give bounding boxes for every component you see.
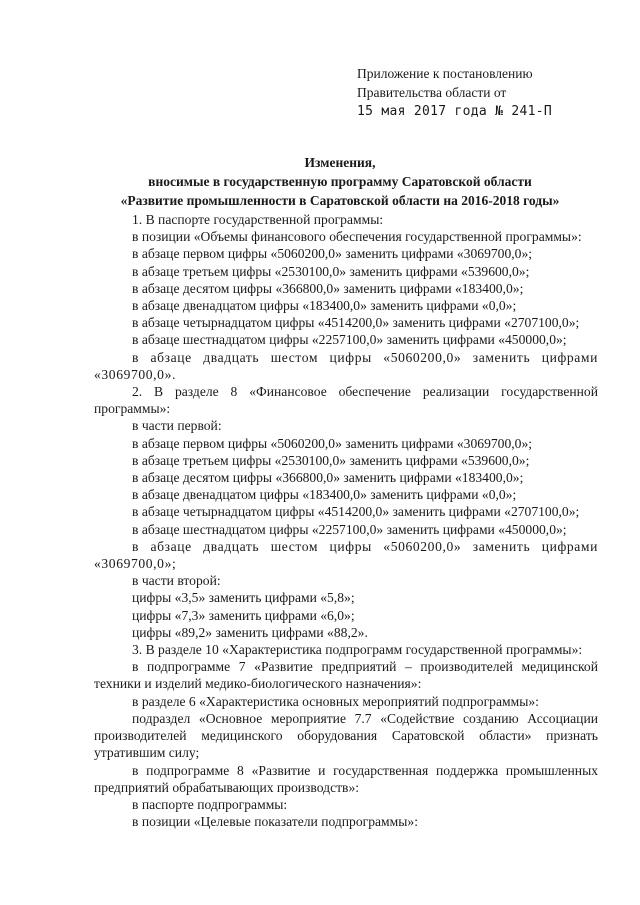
approval-stamp: [357, 64, 617, 121]
paragraph: в абзаце десятом цифры «366800,0» заменить цифрами «183400,0»;: [132, 280, 524, 296]
paragraph: в абзаце двенадцатом цифры «183400,0» заменить цифрами «0,0»;: [132, 298, 517, 314]
paragraph: подраздел «Основное мероприятие 7.7 «Содействие созданию Ассоциации производителей медицинского оборудования Саратовской области» признать утратившим силу;: [94, 710, 598, 761]
paragraph: в разделе 6 «Характеристика основных мероприятий подпрограммы»:: [132, 693, 539, 709]
paragraph: в абзаце третьем цифры «2530100,0» заменить цифрами «539600,0»;: [132, 452, 530, 468]
paragraph: в абзаце десятом цифры «366800,0» заменить цифрами «183400,0»;: [132, 470, 524, 486]
paragraph: в абзаце первом цифры «5060200,0» заменить цифрами «3069700,0»;: [132, 246, 533, 262]
paragraph: в абзаце третьем цифры «2530100,0» заменить цифрами «539600,0»;: [132, 263, 530, 279]
paragraph: в абзаце шестнадцатом цифры «2257100,0» заменить цифрами «450000,0»;: [132, 521, 567, 537]
paragraph: в позиции «Целевые показатели подпрограммы»:: [132, 814, 418, 830]
paragraph: в позиции «Объемы финансового обеспечения государственной программы»:: [132, 229, 582, 245]
document-title: [60, 153, 620, 210]
title-line-3: «Развитие промышленности в Саратовской области на 2016-2018 годы»: [120, 193, 560, 208]
paragraph: в подпрограмме 7 «Развитие предприятий – производителей медицинской техники и изделий медико-биологического назначения»:: [94, 659, 598, 692]
paragraph: в части первой:: [132, 418, 222, 434]
paragraph: в абзаце двадцать шестом цифры «5060200,0» заменить цифрами «3069700,0».: [94, 349, 598, 382]
paragraph: в абзаце четырнадцатом цифры «4514200,0» заменить цифрами «2707100,0»;: [132, 504, 580, 520]
paragraph: 3. В разделе 10 «Характеристика подпрограмм государственной программы»:: [132, 642, 583, 658]
paragraph: в подпрограмме 8 «Развитие и государственная поддержка промышленных предприятий обрабатывающих производств»:: [94, 762, 598, 795]
document-body: [94, 211, 598, 830]
paragraph: в абзаце шестнадцатом цифры «2257100,0» заменить цифрами «450000,0»;: [132, 332, 567, 348]
paragraph: в части второй:: [132, 573, 221, 589]
paragraph: в абзаце первом цифры «5060200,0» заменить цифрами «3069700,0»;: [132, 435, 533, 451]
paragraph: 2. В разделе 8 «Финансовое обеспечение реализации государственной программы»:: [94, 384, 598, 417]
paragraph: цифры «7,3» заменить цифрами «6,0»;: [132, 607, 355, 623]
paragraph: в абзаце двенадцатом цифры «183400,0» заменить цифрами «0,0»;: [132, 487, 517, 503]
paragraph: в абзаце двадцать шестом цифры «5060200,0» заменить цифрами «3069700,0»;: [94, 538, 598, 572]
paragraph: цифры «89,2» заменить цифрами «88,2».: [132, 624, 368, 640]
approval-line-1: Приложение к постановлению: [357, 66, 533, 81]
paragraph: цифры «3,5» заменить цифрами «5,8»;: [132, 590, 355, 606]
title-line-1: Изменения,: [304, 155, 376, 170]
title-line-2: вносимые в государственную программу Саратовской области: [148, 174, 532, 189]
approval-line-2: Правительства области от: [357, 85, 507, 100]
paragraph: в паспорте подпрограммы:: [132, 796, 288, 812]
approval-line-3: 15 мая 2017 года № 241-П: [357, 104, 553, 119]
paragraph: в абзаце четырнадцатом цифры «4514200,0» заменить цифрами «2707100,0»;: [132, 315, 580, 331]
paragraph: 1. В паспорте государственной программы:: [132, 212, 384, 227]
